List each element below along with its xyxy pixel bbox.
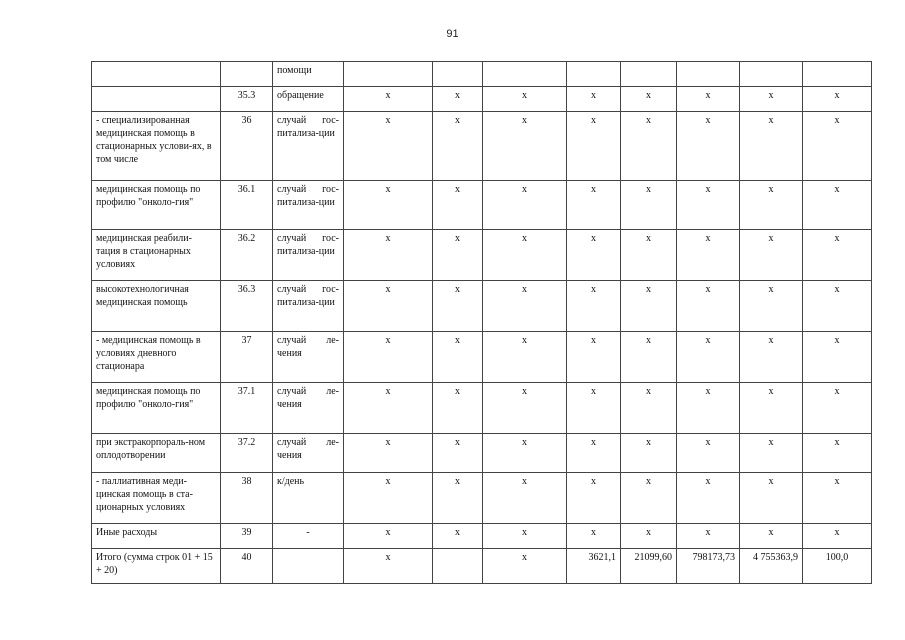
unit-cell: случай гос-питализа-ции bbox=[273, 181, 344, 230]
value-cell: х bbox=[483, 524, 567, 549]
value-cell: х bbox=[433, 332, 483, 383]
value-cell bbox=[344, 62, 433, 87]
page-number: 91 bbox=[446, 28, 459, 40]
value-cell: 798173,73 bbox=[677, 549, 740, 584]
value-cell bbox=[433, 549, 483, 584]
value-cell: х bbox=[803, 524, 872, 549]
value-cell: х bbox=[567, 383, 621, 434]
table-row bbox=[92, 383, 872, 434]
row-number-cell: 37.1 bbox=[221, 383, 273, 434]
table-row bbox=[92, 230, 872, 281]
row-number-cell: 35.3 bbox=[221, 87, 273, 112]
value-cell: х bbox=[803, 473, 872, 524]
value-cell: х bbox=[483, 383, 567, 434]
value-cell: х bbox=[803, 181, 872, 230]
value-cell: х bbox=[677, 524, 740, 549]
value-cell: х bbox=[567, 87, 621, 112]
table-row bbox=[92, 473, 872, 524]
row-number-cell bbox=[221, 62, 273, 87]
value-cell: х bbox=[740, 383, 803, 434]
value-cell: х bbox=[621, 181, 677, 230]
value-cell: х bbox=[483, 181, 567, 230]
row-number-cell: 36.2 bbox=[221, 230, 273, 281]
value-cell: х bbox=[344, 87, 433, 112]
value-cell: х bbox=[677, 473, 740, 524]
row-number-cell: 37 bbox=[221, 332, 273, 383]
value-cell: х bbox=[483, 332, 567, 383]
row-name-cell: - паллиативная меди-цинская помощь в ста-ционарных условиях bbox=[92, 473, 221, 524]
value-cell: х bbox=[433, 524, 483, 549]
value-cell: х bbox=[567, 230, 621, 281]
value-cell: х bbox=[567, 281, 621, 332]
value-cell: 3621,1 bbox=[567, 549, 621, 584]
table-row bbox=[92, 524, 872, 549]
table-row bbox=[92, 181, 872, 230]
value-cell: 4 755363,9 bbox=[740, 549, 803, 584]
value-cell: х bbox=[740, 524, 803, 549]
value-cell bbox=[483, 62, 567, 87]
value-cell: х bbox=[483, 549, 567, 584]
row-number-cell: 36.1 bbox=[221, 181, 273, 230]
row-number-cell: 40 bbox=[221, 549, 273, 584]
table-row bbox=[92, 332, 872, 383]
value-cell: х bbox=[344, 524, 433, 549]
row-name-cell bbox=[92, 87, 221, 112]
value-cell: х bbox=[433, 281, 483, 332]
value-cell: х bbox=[677, 281, 740, 332]
value-cell: х bbox=[677, 87, 740, 112]
unit-cell: случай гос-питализа-ции bbox=[273, 112, 344, 181]
value-cell: х bbox=[803, 281, 872, 332]
value-cell: х bbox=[803, 383, 872, 434]
row-name-cell: при экстракорпораль-ном оплодотворении bbox=[92, 434, 221, 473]
value-cell: х bbox=[433, 181, 483, 230]
value-cell: х bbox=[803, 230, 872, 281]
unit-cell: обращение bbox=[273, 87, 344, 112]
value-cell: х bbox=[740, 281, 803, 332]
value-cell: х bbox=[567, 473, 621, 524]
table-row bbox=[92, 62, 872, 87]
value-cell: х bbox=[433, 87, 483, 112]
value-cell: х bbox=[344, 281, 433, 332]
value-cell: 21099,60 bbox=[621, 549, 677, 584]
value-cell: х bbox=[803, 332, 872, 383]
row-number-cell: 39 bbox=[221, 524, 273, 549]
unit-cell: случай ле-чения bbox=[273, 434, 344, 473]
value-cell: х bbox=[740, 332, 803, 383]
value-cell: х bbox=[621, 87, 677, 112]
value-cell: х bbox=[483, 473, 567, 524]
value-cell: х bbox=[344, 181, 433, 230]
value-cell: х bbox=[483, 230, 567, 281]
value-cell: х bbox=[344, 549, 433, 584]
value-cell: х bbox=[344, 112, 433, 181]
unit-cell bbox=[273, 549, 344, 584]
value-cell bbox=[567, 62, 621, 87]
value-cell: х bbox=[483, 434, 567, 473]
table-row bbox=[92, 87, 872, 112]
table-row bbox=[92, 281, 872, 332]
value-cell: х bbox=[567, 112, 621, 181]
value-cell: х bbox=[433, 230, 483, 281]
value-cell: х bbox=[344, 332, 433, 383]
value-cell: х bbox=[344, 230, 433, 281]
value-cell: х bbox=[677, 112, 740, 181]
value-cell bbox=[740, 62, 803, 87]
value-cell: х bbox=[740, 230, 803, 281]
value-cell: х bbox=[621, 332, 677, 383]
value-cell: х bbox=[567, 524, 621, 549]
unit-cell: случай гос-питализа-ции bbox=[273, 281, 344, 332]
value-cell: х bbox=[677, 383, 740, 434]
value-cell: х bbox=[621, 434, 677, 473]
value-cell: х bbox=[621, 230, 677, 281]
value-cell bbox=[433, 62, 483, 87]
value-cell bbox=[621, 62, 677, 87]
value-cell: 100,0 bbox=[803, 549, 872, 584]
value-cell: х bbox=[433, 112, 483, 181]
value-cell: х bbox=[740, 112, 803, 181]
value-cell: х bbox=[677, 230, 740, 281]
value-cell: х bbox=[433, 434, 483, 473]
value-cell: х bbox=[677, 181, 740, 230]
value-cell bbox=[677, 62, 740, 87]
value-cell: х bbox=[433, 473, 483, 524]
value-cell bbox=[803, 62, 872, 87]
unit-cell: случай ле-чения bbox=[273, 332, 344, 383]
value-cell: х bbox=[433, 383, 483, 434]
row-name-cell: - медицинская помощь в условиях дневного стационара bbox=[92, 332, 221, 383]
value-cell: х bbox=[621, 524, 677, 549]
value-cell: х bbox=[621, 473, 677, 524]
value-cell: х bbox=[621, 281, 677, 332]
value-cell: х bbox=[483, 281, 567, 332]
table-row bbox=[92, 434, 872, 473]
unit-cell: случай гос-питализа-ции bbox=[273, 230, 344, 281]
row-name-cell: медицинская помощь по профилю "онколо-гия" bbox=[92, 181, 221, 230]
value-cell: х bbox=[740, 181, 803, 230]
row-name-cell: Иные расходы bbox=[92, 524, 221, 549]
row-name-cell: медицинская реабили-тация в стационарных условиях bbox=[92, 230, 221, 281]
value-cell: х bbox=[740, 434, 803, 473]
value-cell: х bbox=[567, 332, 621, 383]
row-name-cell: высокотехнологичная медицинская помощь bbox=[92, 281, 221, 332]
value-cell: х bbox=[803, 87, 872, 112]
value-cell: х bbox=[483, 112, 567, 181]
value-cell: х bbox=[803, 434, 872, 473]
unit-cell: случай ле-чения bbox=[273, 383, 344, 434]
value-cell: х bbox=[677, 434, 740, 473]
row-number-cell: 38 bbox=[221, 473, 273, 524]
value-cell: х bbox=[621, 112, 677, 181]
value-cell: х bbox=[677, 332, 740, 383]
medical-care-cost-table bbox=[91, 61, 872, 584]
table-row bbox=[92, 112, 872, 181]
row-name-cell: - специализированная медицинская помощь в стационарных услови-ях, в том числе bbox=[92, 112, 221, 181]
value-cell: х bbox=[344, 473, 433, 524]
value-cell: х bbox=[803, 112, 872, 181]
row-number-cell: 36 bbox=[221, 112, 273, 181]
value-cell: х bbox=[344, 383, 433, 434]
value-cell: х bbox=[567, 181, 621, 230]
value-cell: х bbox=[567, 434, 621, 473]
row-name-cell bbox=[92, 62, 221, 87]
value-cell: х bbox=[740, 473, 803, 524]
table-row-total bbox=[92, 549, 872, 584]
value-cell: х bbox=[344, 434, 433, 473]
unit-cell: помощи bbox=[273, 62, 344, 87]
row-name-cell: медицинская помощь по профилю "онколо-гия" bbox=[92, 383, 221, 434]
value-cell: х bbox=[483, 87, 567, 112]
row-name-cell: Итого (сумма строк 01 + 15 + 20) bbox=[92, 549, 221, 584]
row-number-cell: 36.3 bbox=[221, 281, 273, 332]
value-cell: х bbox=[621, 383, 677, 434]
unit-cell: - bbox=[273, 524, 344, 549]
unit-cell: к/день bbox=[273, 473, 344, 524]
value-cell: х bbox=[740, 87, 803, 112]
row-number-cell: 37.2 bbox=[221, 434, 273, 473]
